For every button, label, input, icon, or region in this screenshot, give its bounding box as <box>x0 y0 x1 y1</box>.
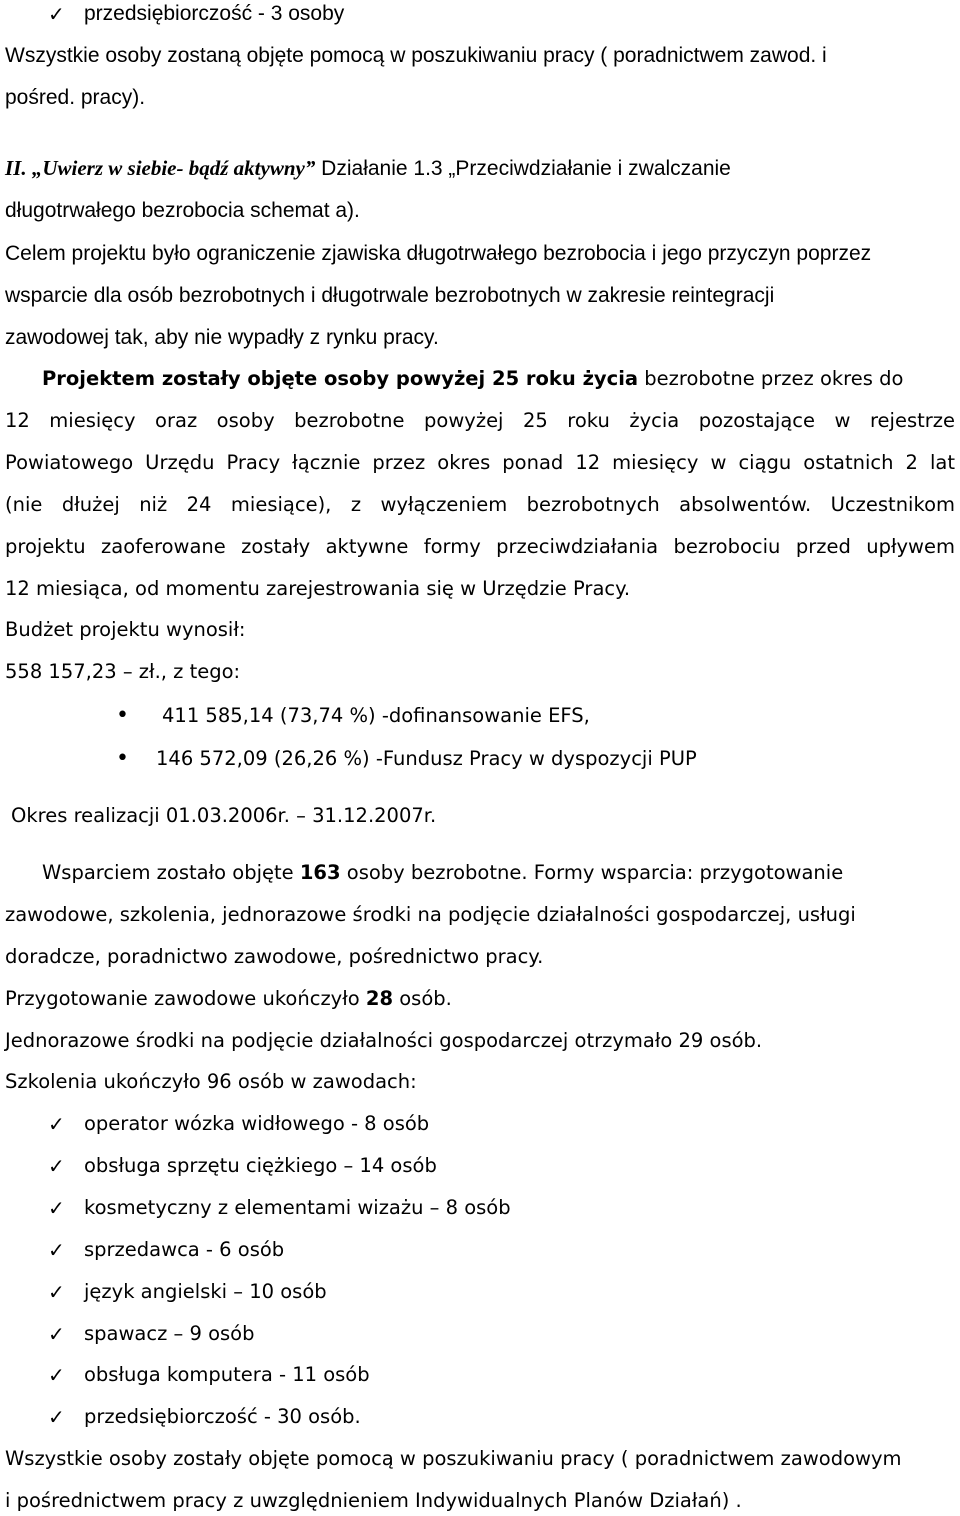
project-line: Projektem zostały objęte osoby powyżej 25 roku życia bezrobotne przez okres do <box>42 367 904 390</box>
support-line: zawodowe, szkolenia, jednorazowe środki na podjęcie działalności gospodarczej, usługi <box>5 903 856 926</box>
support-line: Wsparciem zostało objęte 163 osoby bezrobotne. Formy wsparcia: przygotowanie <box>42 861 844 884</box>
training-item: operator wózka widłowego - 8 osób <box>84 1112 430 1135</box>
checkmark-icon: ✓ <box>48 1280 65 1304</box>
checkmark-icon: ✓ <box>48 1154 65 1178</box>
project-line: 12 miesiąca, od momentu zarejestrowania się w Urzędzie Pracy. <box>5 577 631 600</box>
project-line: (nie dłużej niż 24 miesiące), z wyłączeniem bezrobotnych absolwentów. Uczestnikom <box>5 493 955 516</box>
check-item-text: przedsiębiorczość - 3 osoby <box>84 2 345 25</box>
realization-period: Okres realizacji 01.03.2006r. – 31.12.2007r. <box>11 804 437 827</box>
checkmark-icon: ✓ <box>48 1196 65 1220</box>
help-text-line: pośred. pracy). <box>5 86 146 109</box>
goal-text-line: zawodowej tak, aby nie wypadły z rynku pracy. <box>5 326 439 349</box>
budget-item: 146 572,09 (26,26 %) -Fundusz Pracy w dyspozycji PUP <box>156 747 697 770</box>
section-heading-line2: długotrwałego bezrobocia schemat a). <box>5 199 360 222</box>
budget-item: 411 585,14 (73,74 %) -dofinansowanie EFS, <box>162 704 590 727</box>
project-lead: Projektem zostały objęte osoby powyżej 25 roku życia <box>42 367 639 390</box>
project-line: 12 miesięcy oraz osoby bezrobotne powyżej 25 roku życia pozostające w rejestrze <box>5 409 955 432</box>
closing-line: i pośrednictwem pracy z uwzględnieniem Indywidualnych Planów Działań) . <box>5 1489 742 1512</box>
checkmark-icon: ✓ <box>48 1112 65 1136</box>
training-item: obsługa sprzętu ciężkiego – 14 osób <box>84 1154 437 1177</box>
budget-label: Budżet projektu wynosił: <box>5 618 246 641</box>
bullet-icon: • <box>116 703 129 728</box>
section-measure: Działanie 1.3 „Przeciwdziałanie i zwalczanie <box>315 157 731 180</box>
training-item: przedsiębiorczość - 30 osób. <box>84 1405 361 1428</box>
preparation-line: Przygotowanie zawodowe ukończyło 28 osób. <box>5 987 452 1010</box>
support-count: 163 <box>299 861 341 884</box>
checkmark-icon: ✓ <box>48 1405 65 1429</box>
trainings-intro: Szkolenia ukończyło 96 osób w zawodach: <box>5 1070 417 1093</box>
checkmark-icon: ✓ <box>48 1322 65 1346</box>
section-heading <box>5 155 731 182</box>
section-title: II. „Uwierz w siebie- bądź aktywny” <box>5 156 316 180</box>
goal-text-line: Celem projektu było ograniczenie zjawiska długotrwałego bezrobocia i jego przyczyn poprzez <box>5 242 872 265</box>
training-item: kosmetyczny z elementami wizażu – 8 osób <box>84 1196 511 1219</box>
checkmark-icon: ✓ <box>48 1363 65 1387</box>
checkmark-icon: ✓ <box>48 2 65 26</box>
closing-line: Wszystkie osoby zostały objęte pomocą w poszukiwaniu pracy ( poradnictwem zawodowym <box>5 1447 902 1470</box>
training-item: spawacz – 9 osób <box>84 1322 255 1345</box>
training-item: sprzedawca - 6 osób <box>84 1238 285 1261</box>
training-item: obsługa komputera - 11 osób <box>84 1363 370 1386</box>
bullet-icon: • <box>116 746 129 771</box>
help-text-line: Wszystkie osoby zostaną objęte pomocą w poszukiwaniu pracy ( poradnictwem zawod. i <box>5 44 827 67</box>
support-line: doradcze, poradnictwo zawodowe, pośrednictwo pracy. <box>5 945 544 968</box>
project-line: Powiatowego Urzędu Pracy łącznie przez okres ponad 12 miesięcy w ciągu ostatnich 2 lat <box>5 451 955 474</box>
project-line: projektu zaoferowane zostały aktywne formy przeciwdziałania bezrobociu przed upływem <box>5 535 955 558</box>
checkmark-icon: ✓ <box>48 1238 65 1262</box>
budget-total: 558 157,23 – zł., z tego: <box>5 660 241 683</box>
preparation-count: 28 <box>365 987 394 1010</box>
goal-text-line: wsparcie dla osób bezrobotnych i długotrwale bezrobotnych w zakresie reintegracji <box>5 284 775 307</box>
grants-line: Jednorazowe środki na podjęcie działalności gospodarczej otrzymało 29 osób. <box>5 1029 763 1052</box>
training-item: język angielski – 10 osób <box>84 1280 327 1303</box>
